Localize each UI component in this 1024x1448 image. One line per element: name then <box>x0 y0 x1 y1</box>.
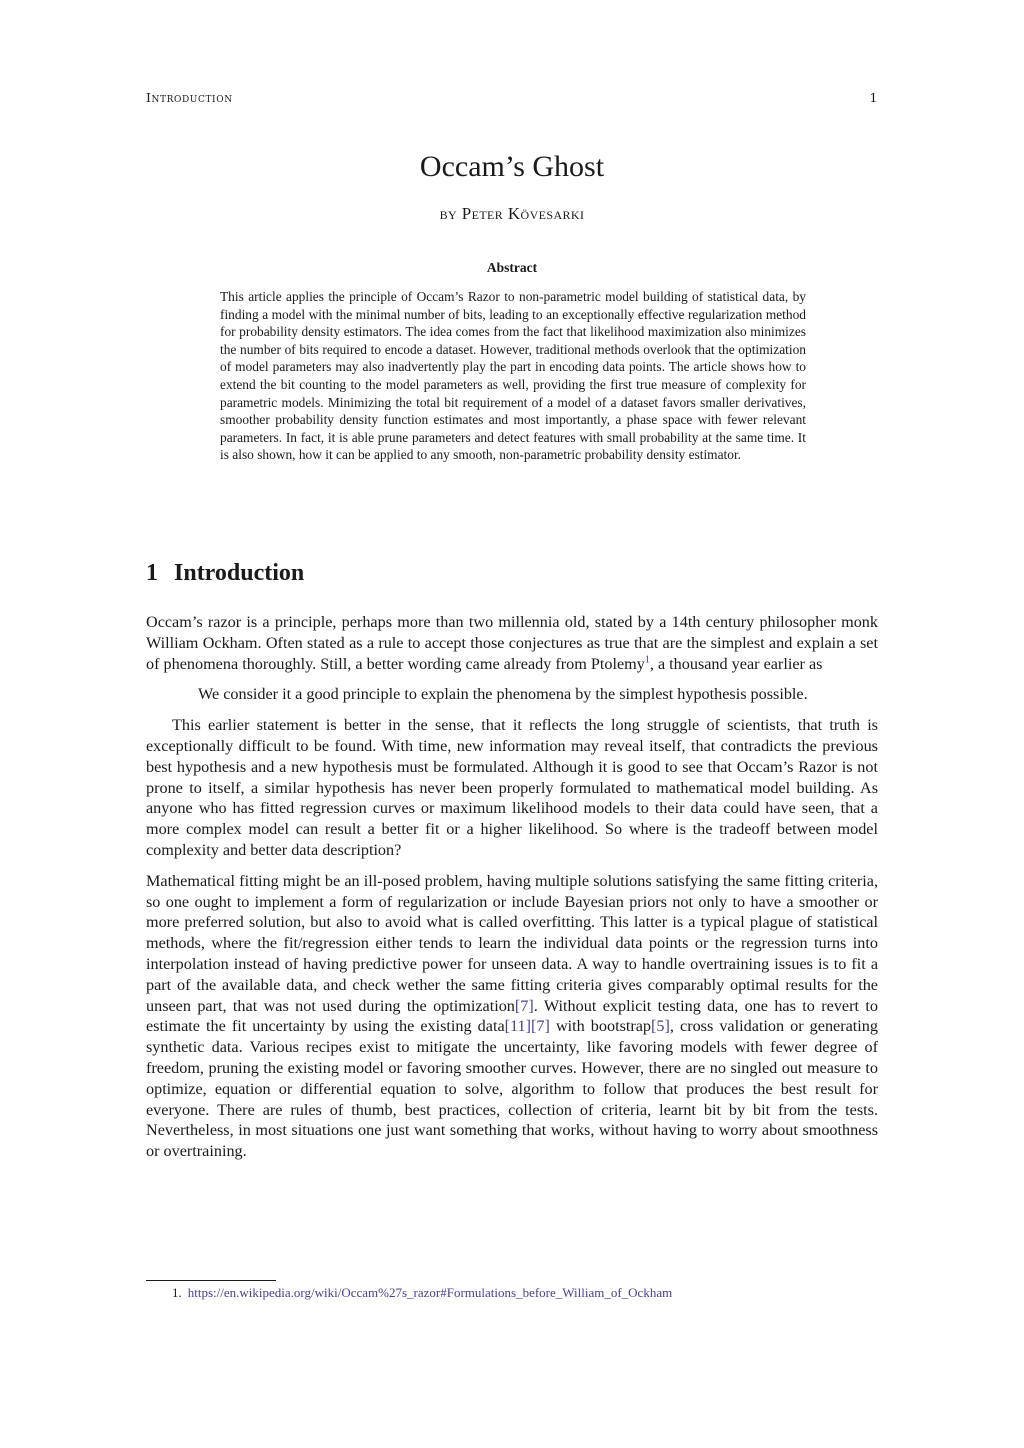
section-heading <box>146 560 878 587</box>
abstract-body <box>220 288 806 464</box>
citation-7b[interactable]: [7] <box>531 1017 550 1036</box>
paper-title: Occam’s Ghost <box>419 150 605 183</box>
running-head <box>146 90 878 105</box>
paragraph-1 <box>146 612 878 674</box>
citation-11[interactable]: [11] <box>504 1017 532 1036</box>
paragraph-3-part3: with bootstrap <box>549 1017 652 1036</box>
paragraph-3-part4: , cross validation or generating synthetic data. Various recipes exist to mitigate the uncertainty, like favoring models with fewer degree of freedom, pruning the existing model or favoring smoother curves. However, there are no singled out measure to optimize, equation or differential equation to solve, algorithm to follow that produces the best result for everyone. There are rules of thumb, best practices, collection of criteria, learnt bit by bit from the tests. Nevertheless, in most situations one just want something that works, without having to worry about smoothness or overtraining. <box>146 1017 878 1161</box>
running-head-title: Introduction <box>146 90 233 105</box>
abstract-heading: Abstract <box>486 260 538 275</box>
paragraph-3-part2: . Without explicit testing data, one has to revert to estimate the fit uncertainty by using the existing data <box>146 996 878 1036</box>
section-title: Introduction <box>174 560 305 586</box>
section-body <box>146 612 878 1162</box>
paragraph-1-tail: , a thousand year earlier as <box>649 654 823 673</box>
paragraph-1-text: Occam’s razor is a principle, perhaps more than two millennia old, stated by a 14th century philosopher monk William Ockham. Often stated as a rule to accept those conjectures as true that are the simplest and explain a set of phenomena thoroughly. Still, a better wording came already from Ptolemy <box>146 613 878 673</box>
citation-5[interactable]: [5] <box>651 1017 670 1036</box>
footnote-1 <box>172 1285 872 1301</box>
footnote-number: 1. <box>172 1285 182 1300</box>
page-number: 1 <box>869 90 878 105</box>
paragraph-3 <box>146 871 878 1162</box>
paper-page <box>146 0 878 1448</box>
abstract-text: This article applies the principle of Occam’s Razor to non-parametric model building of statistical data, by finding a model with the minimal number of bits, leading to an exceptionally effective regularization method for probability density estimators. The idea comes from the fact that likelihood maximization also minimizes the number of bits required to encode a dataset. However, traditional methods overlook that the optimization of model parameters may also inadvertently play the part in encoding data points. The article shows how to extend the bit counting to the model parameters as well, providing the first true measure of complexity for parametric models. Minimizing the total bit requirement of a model of a dataset favors smaller derivatives, smoother probability density function estimates and most importantly, a phase space with fewer relevant parameters. In fact, it is able prune parameters and detect features with small probability at the same time. It is also shown, how it can be applied to any smooth, non-parametric probability density estimator. <box>220 289 806 463</box>
footnote-ref-1[interactable]: 1 <box>644 654 650 666</box>
paragraph-3-part1: Mathematical fitting might be an ill-posed problem, having multiple solutions satisfying the same fitting criteria, so one ought to implement a form of regularization or include Bayesian priors not only to have a smoother or more preferred solution, but also to avoid what is called overfitting. This latter is a typical plague of statistical methods, where the fit/regression either tends to learn the individual data points or the regression turns into interpolation instead of having predictive power for unseen data. A way to handle overtraining issues is to fit a part of the available data, and check wether the same fitting criteria gives comparably optimal results for the unseen part, that was not used during the optimization <box>146 871 878 1015</box>
paper-author: by Peter Kövesarki <box>439 204 585 223</box>
block-quote: We consider it a good principle to explain the phenomena by the simplest hypothesis possible. <box>198 685 808 704</box>
section-number: 1 <box>146 560 158 586</box>
footnote-link[interactable]: https://en.wikipedia.org/wiki/Occam%27s_razor#Formulations_before_William_of_Ockham <box>187 1285 673 1300</box>
paragraph-2: This earlier statement is better in the sense, that it reflects the long struggle of scientists, that truth is exceptionally difficult to be found. With time, new information may reveal itself, that contradicts the previous best hypothesis and a new hypothesis must be formulated. Although it is good to see that Occam’s Razor is not prone to itself, a similar hypothesis has never been properly formulated to mathematical model building. As anyone who has fitted regression curves or maximum likelihood models to their data could have seen, that a more complex model can result a better fit or a higher likelihood. So where is the tradeoff between model complexity and better data description? <box>146 716 878 859</box>
footnote-rule <box>146 1280 276 1281</box>
citation-7[interactable]: [7] <box>514 996 534 1015</box>
